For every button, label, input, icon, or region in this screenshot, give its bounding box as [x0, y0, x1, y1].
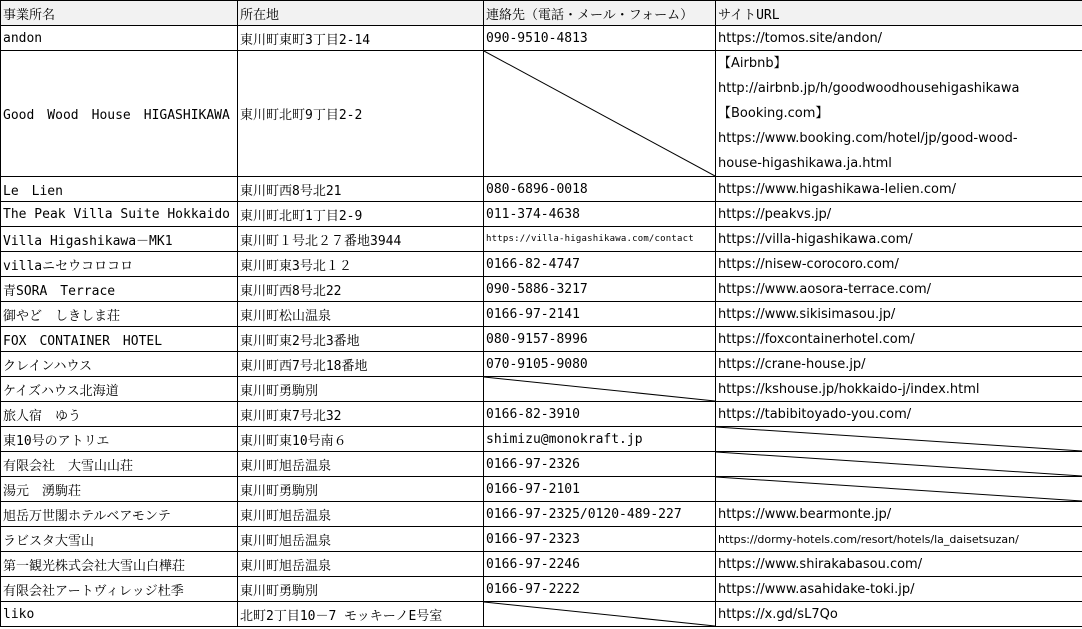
cell-contact[interactable]: 0166-97-2325/0120-489-227 [484, 502, 716, 527]
cell-name[interactable]: The Peak Villa Suite Hokkaido [1, 202, 238, 227]
cell-name[interactable]: FOX CONTAINER HOTEL [1, 327, 238, 352]
table-row [1, 527, 1082, 552]
cell-url-empty[interactable] [716, 427, 1082, 452]
table-row [1, 352, 1082, 377]
cell-name[interactable]: ラビスタ大雪山 [1, 527, 238, 552]
table-row [1, 402, 1082, 427]
url-line-booking-cont: house-higashikawa.ja.html [718, 156, 892, 171]
table-row [1, 452, 1082, 477]
table-row [1, 302, 1082, 327]
table-row [1, 277, 1082, 302]
url-line-airbnb-label: 【Airbnb】 [718, 56, 787, 71]
cell-address[interactable]: 北町2丁目10－7 モッキーノE号室 [238, 602, 484, 627]
cell-url[interactable]: https://villa-higashikawa.com/ [716, 227, 1082, 252]
cell-contact[interactable]: 0166-82-4747 [484, 252, 716, 277]
cell-url-empty[interactable] [716, 452, 1082, 477]
diagonal-line [484, 51, 715, 176]
cell-name[interactable]: 第一観光株式会社大雪山白樺荘 [1, 552, 238, 577]
cell-address[interactable]: 東川町北町9丁目2-2 [238, 51, 484, 177]
cell-url[interactable]: https://kshouse.jp/hokkaido-j/index.html [716, 377, 1082, 402]
cell-url[interactable]: https://www.shirakabasou.com/ [716, 552, 1082, 577]
cell-name[interactable]: Villa Higashikawa－MK1 [1, 227, 238, 252]
cell-url[interactable]: https://foxcontainerhotel.com/ [716, 327, 1082, 352]
table-row [1, 252, 1082, 277]
cell-address[interactable]: 東川町旭岳温泉 [238, 552, 484, 577]
cell-contact-empty[interactable] [484, 51, 716, 177]
cell-address[interactable]: 東川町旭岳温泉 [238, 527, 484, 552]
cell-name[interactable]: クレインハウス [1, 352, 238, 377]
table-row [1, 577, 1082, 602]
cell-address[interactable]: 東川町勇駒別 [238, 377, 484, 402]
cell-url[interactable]: https://x.gd/sL7Qo [716, 602, 1082, 627]
cell-address[interactable]: 東川町西8号北21 [238, 177, 484, 202]
cell-name[interactable]: ケイズハウス北海道 [1, 377, 238, 402]
cell-url[interactable]: https://www.bearmonte.jp/ [716, 502, 1082, 527]
cell-name[interactable]: andon [1, 26, 238, 51]
table-row [1, 177, 1082, 202]
table-row [1, 502, 1082, 527]
diagonal-line [484, 377, 715, 401]
cell-contact[interactable]: 090-9510-4813 [484, 26, 716, 51]
cell-contact[interactable]: 0166-97-2323 [484, 527, 716, 552]
cell-contact[interactable]: 0166-82-3910 [484, 402, 716, 427]
cell-address[interactable]: 東川町東7号北32 [238, 402, 484, 427]
cell-url[interactable]: https://crane-house.jp/ [716, 352, 1082, 377]
table-row [1, 227, 1082, 252]
cell-contact[interactable]: 0166-97-2246 [484, 552, 716, 577]
cell-url[interactable]: https://www.higashikawa-lelien.com/ [716, 177, 1082, 202]
table-row [1, 602, 1082, 627]
cell-url[interactable]: https://nisew-corocoro.com/ [716, 252, 1082, 277]
cell-address[interactable]: 東川町東10号南６ [238, 427, 484, 452]
cell-contact[interactable]: 0166-97-2141 [484, 302, 716, 327]
table-row [1, 327, 1082, 352]
cell-url[interactable]: https://dormy-hotels.com/resort/hotels/la_daisetsuzan/ [716, 527, 1082, 552]
cell-contact[interactable]: 0166-97-2222 [484, 577, 716, 602]
cell-contact-empty[interactable] [484, 602, 716, 627]
table-row [1, 51, 1082, 177]
cell-address[interactable]: 東川町北町1丁目2-9 [238, 202, 484, 227]
cell-address[interactable]: 東川町旭岳温泉 [238, 452, 484, 477]
cell-url[interactable]: https://tabibitoyado-you.com/ [716, 402, 1082, 427]
cell-contact[interactable]: shimizu@monokraft.jp [484, 427, 716, 452]
cell-name[interactable]: 有限会社アートヴィレッジ杜季 [1, 577, 238, 602]
cell-address[interactable]: 東川町１号北２７番地3944 [238, 227, 484, 252]
cell-name[interactable]: 湯元 湧駒荘 [1, 477, 238, 502]
header-name: 事業所名 [1, 1, 238, 26]
cell-contact[interactable]: 080-6896-0018 [484, 177, 716, 202]
cell-name[interactable]: 御やど しきしま荘 [1, 302, 238, 327]
cell-address[interactable]: 東川町勇駒別 [238, 577, 484, 602]
cell-name[interactable]: 旭岳万世閣ホテルベアモンテ [1, 502, 238, 527]
cell-name[interactable]: Le Lien [1, 177, 238, 202]
table-row [1, 26, 1082, 51]
cell-name[interactable]: 青SORA Terrace [1, 277, 238, 302]
url-line-airbnb: http://airbnb.jp/h/goodwoodhousehigashikawa [718, 81, 1020, 96]
diagonal-line [484, 602, 715, 626]
table-row [1, 552, 1082, 577]
cell-url[interactable]: https://www.sikisimasou.jp/ [716, 302, 1082, 327]
cell-contact[interactable]: 0166-97-2326 [484, 452, 716, 477]
cell-contact[interactable]: 0166-97-2101 [484, 477, 716, 502]
cell-name[interactable]: 東10号のアトリエ [1, 427, 238, 452]
url-line-booking-label: 【Booking.com】 [718, 106, 829, 121]
url-line-booking: https://www.booking.com/hotel/jp/good-wood- [718, 131, 1018, 146]
cell-contact[interactable]: 070-9105-9080 [484, 352, 716, 377]
cell-url[interactable]: https://peakvs.jp/ [716, 202, 1082, 227]
cell-contact[interactable]: https://villa-higashikawa.com/contact [484, 227, 716, 252]
cell-contact[interactable]: 090-5886-3217 [484, 277, 716, 302]
cell-address[interactable]: 東川町旭岳温泉 [238, 502, 484, 527]
cell-name[interactable]: villaニセウコロコロ [1, 252, 238, 277]
cell-name[interactable]: Good Wood House HIGASHIKAWA [1, 51, 238, 177]
cell-address[interactable]: 東川町東3号北１２ [238, 252, 484, 277]
cell-address[interactable]: 東川町東2号北3番地 [238, 327, 484, 352]
cell-address[interactable]: 東川町西8号北22 [238, 277, 484, 302]
cell-name[interactable]: 有限会社 大雪山山荘 [1, 452, 238, 477]
table-row [1, 202, 1082, 227]
header-url: サイトURL [716, 1, 1082, 26]
cell-url[interactable]: https://www.aosora-terrace.com/ [716, 277, 1082, 302]
cell-address[interactable]: 東川町勇駒別 [238, 477, 484, 502]
cell-url[interactable]: https://tomos.site/andon/ [716, 26, 1082, 51]
cell-name[interactable]: 旅人宿 ゆう [1, 402, 238, 427]
diagonal-line [716, 477, 1082, 501]
diagonal-line [716, 452, 1082, 476]
table-row [1, 477, 1082, 502]
header-address: 所在地 [238, 1, 484, 26]
cell-address[interactable]: 東川町東町3丁目2-14 [238, 26, 484, 51]
cell-url[interactable]: https://www.asahidake-toki.jp/ [716, 577, 1082, 602]
diagonal-line [716, 427, 1082, 451]
cell-contact[interactable]: 011-374-4638 [484, 202, 716, 227]
header-contact: 連絡先（電話・メール・フォーム） [484, 1, 716, 26]
cell-url[interactable] [716, 51, 1082, 177]
cell-address[interactable]: 東川町松山温泉 [238, 302, 484, 327]
header-row [1, 1, 1082, 26]
table-row [1, 377, 1082, 402]
cell-address[interactable]: 東川町西7号北18番地 [238, 352, 484, 377]
cell-name[interactable]: liko [1, 602, 238, 627]
cell-url-empty[interactable] [716, 477, 1082, 502]
cell-contact[interactable]: 080-9157-8996 [484, 327, 716, 352]
cell-contact-empty[interactable] [484, 377, 716, 402]
table-row [1, 427, 1082, 452]
